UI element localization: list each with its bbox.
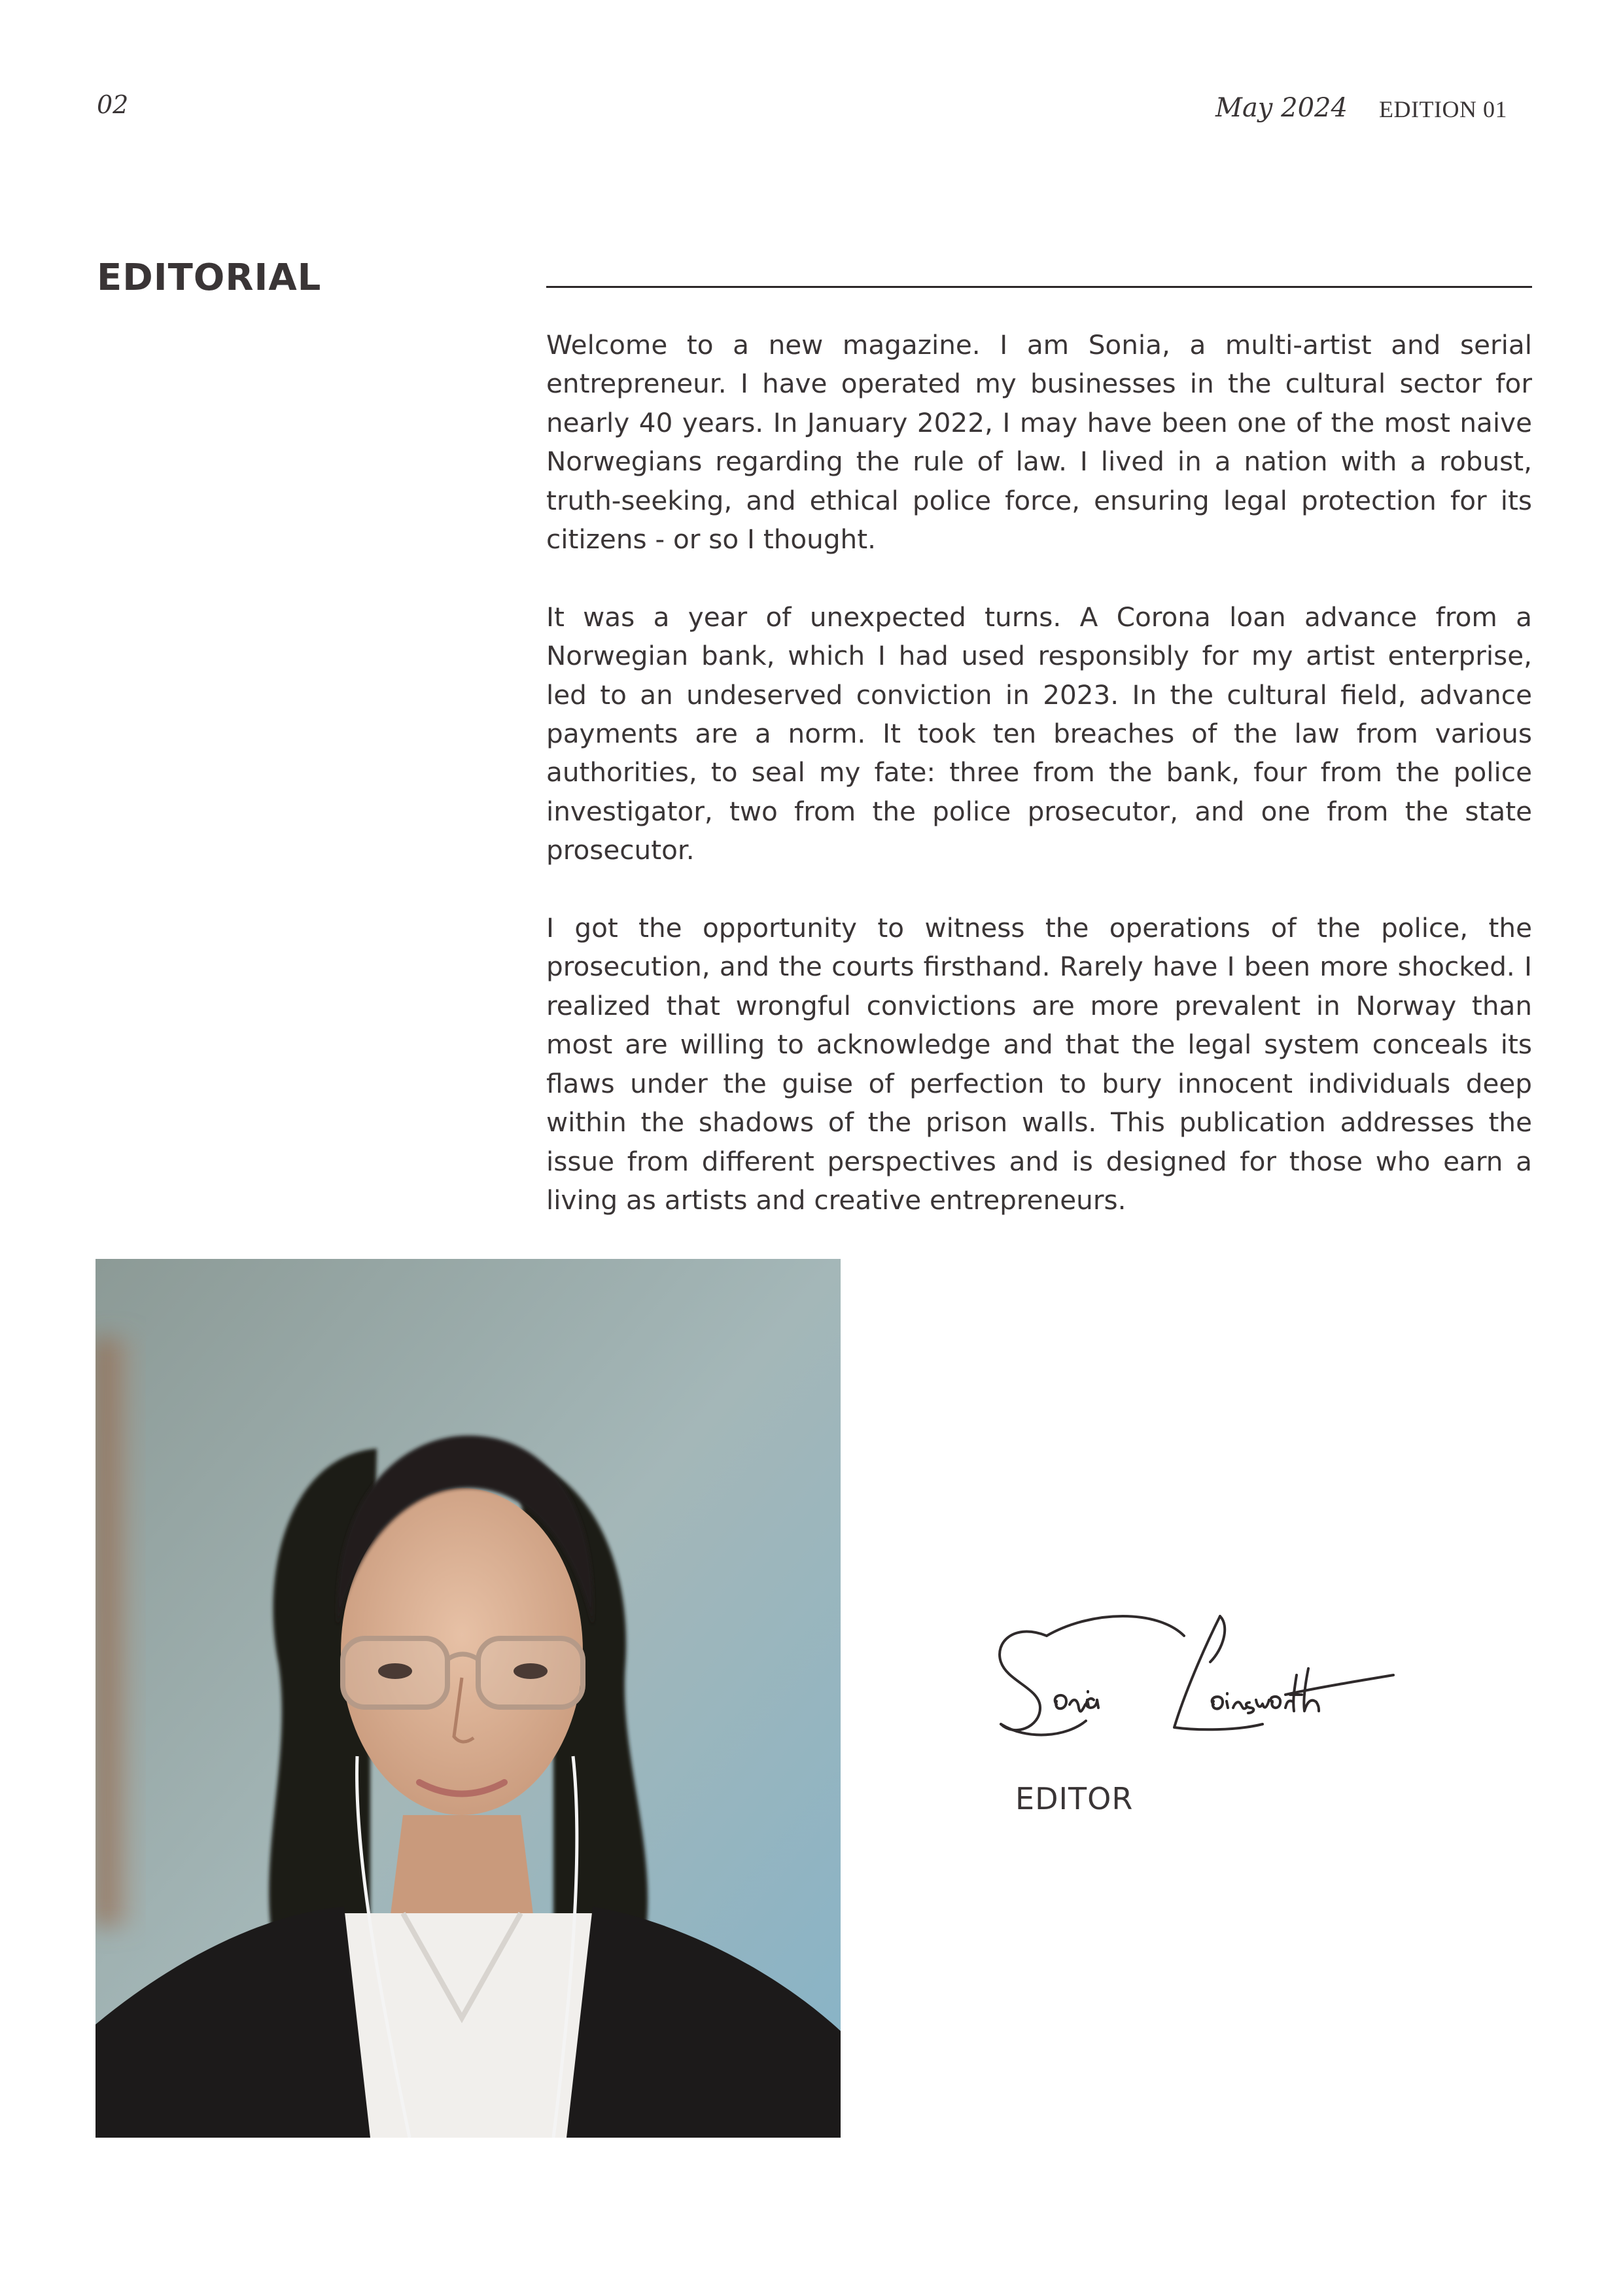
paragraph-1: Welcome to a new magazine. I am Sonia, a multi-artist and serial entrepreneur. I have operated my businesses in the cultural sector for nearly 40 years. In January 2022, I may have been one of the most naive Norwegians regarding the rule of law. I lived in a nation with a robust, truth-seeking, and ethical police force, ensuring legal protection for its citizens - or so I thought.: [546, 329, 1532, 556]
paragraph-3: I got the opportunity to witness the operations of the police, the prosecution, and the courts firsthand. Rarely have I been more shocked. I realized that wrongful convictions are more prevalent in Norway than most are willing to acknowledge and that the legal system conceals its flaws under the guise of perfection to bury innocent individuals deep within the shadows of the prison walls. This publication addresses the issue from different perspectives and is designed for those who earn a living as artists and creative entrepreneurs.: [546, 912, 1532, 1216]
section-title: EDITORIAL: [97, 256, 322, 299]
editor-portrait-photo: [96, 1259, 841, 2138]
editorial-body: [546, 326, 1532, 1259]
editor-role: EDITOR: [1015, 1781, 1134, 1816]
issue-date: May 2024: [1215, 93, 1348, 123]
edition-label: EDITION 01: [1379, 96, 1507, 122]
editor-signature: [988, 1597, 1406, 1757]
page-number: 02: [97, 90, 129, 119]
paragraph-2: It was a year of unexpected turns. A Corona loan advance from a Norwegian bank, which I had used responsibly for my artist enterprise, led to an undeserved conviction in 2023. In the cultural field, advance payments are a norm. It took ten breaches of the law from various authorities, to seal my fate: three from the bank, four from the police investigator, two from the police prosecutor, and one from the state prosecutor.: [546, 601, 1532, 866]
title-rule: [546, 286, 1532, 288]
